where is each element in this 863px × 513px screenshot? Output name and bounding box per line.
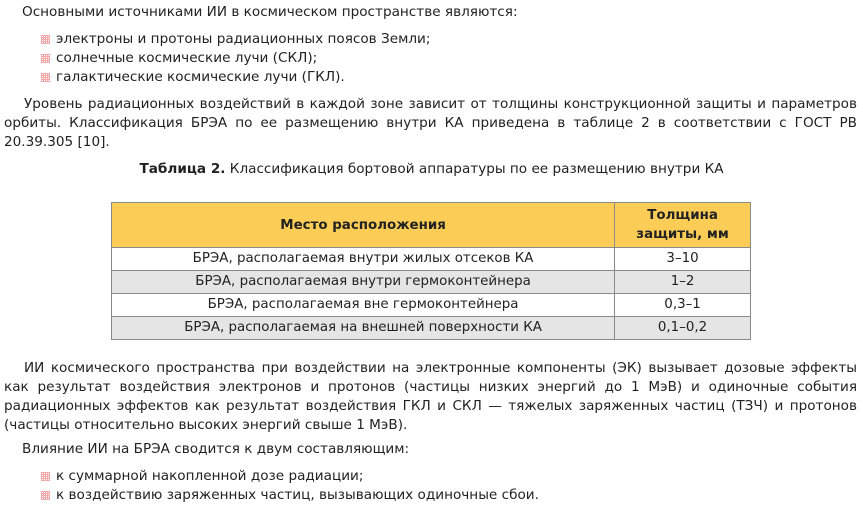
cell-thickness: 1–2 — [615, 271, 751, 294]
cell-thickness: 3–10 — [615, 248, 751, 271]
cell-location: БРЭА, располагаемая на внешней поверхности КА — [112, 317, 615, 340]
table-row — [112, 248, 751, 271]
table-caption — [0, 160, 863, 179]
bullet-icon — [41, 35, 50, 44]
effects-paragraph: ИИ космического пространства при воздействии на электронные компоненты (ЭК) вызывает дозовые эффекты как результат воздействия электронов и протонов (частицы низких энергий до 1 МэВ) и одиночные события радиационных эффектов как результат воздействия ГКЛ и СКЛ — тяжелых заряженных частиц (ТЗЧ) и протонов (частицы относительно высоких энергий свыше 1 МэВ). — [4, 360, 857, 433]
components-list — [40, 467, 539, 505]
bullet-icon — [41, 472, 50, 481]
list-item: электроны и протоны радиационных поясов Земли; — [40, 30, 430, 49]
list-item: галактические космические лучи (ГКЛ). — [40, 68, 430, 87]
table-row — [112, 294, 751, 317]
bullet-icon — [41, 491, 50, 500]
table-row — [112, 271, 751, 294]
bullet-icon — [41, 73, 50, 82]
table-caption-text: Классификация бортовой аппаратуры по ее размещению внутри КА — [225, 161, 724, 177]
table-row — [112, 317, 751, 340]
header-location: Место расположения — [112, 203, 615, 248]
bullet-icon — [41, 54, 50, 63]
list-item: к воздействию заряженных частиц, вызывающих одиночные сбои. — [40, 486, 539, 505]
header-thickness: Толщина защиты, мм — [615, 203, 751, 248]
influence-paragraph: Влияние ИИ на БРЭА сводится к двум составляющим: — [22, 441, 410, 457]
cell-location: БРЭА, располагаемая вне гермоконтейнера — [112, 294, 615, 317]
list-item: солнечные космические лучи (СКЛ); — [40, 49, 430, 68]
level-paragraph: Уровень радиационных воздействий в каждой зоне зависит от толщины конструкционной защиты и параметров орбиты. Классификация БРЭА по ее размещению внутри КА приведена в таблице 2 в соответствии с ГОСТ РВ 20.39.305 [10]. — [4, 96, 857, 150]
classification-table — [111, 202, 751, 340]
table-caption-label: Таблица 2. — [139, 161, 226, 177]
sources-list — [40, 30, 430, 87]
cell-location: БРЭА, располагаемая внутри гермоконтейнера — [112, 271, 615, 294]
cell-thickness: 0,1–0,2 — [615, 317, 751, 340]
cell-location: БРЭА, располагаемая внутри жилых отсеков КА — [112, 248, 615, 271]
intro-paragraph: Основными источниками ИИ в космическом пространстве являются: — [22, 4, 518, 20]
cell-thickness: 0,3–1 — [615, 294, 751, 317]
list-item: к суммарной накопленной дозе радиации; — [40, 467, 539, 486]
table-header-row — [112, 203, 751, 248]
